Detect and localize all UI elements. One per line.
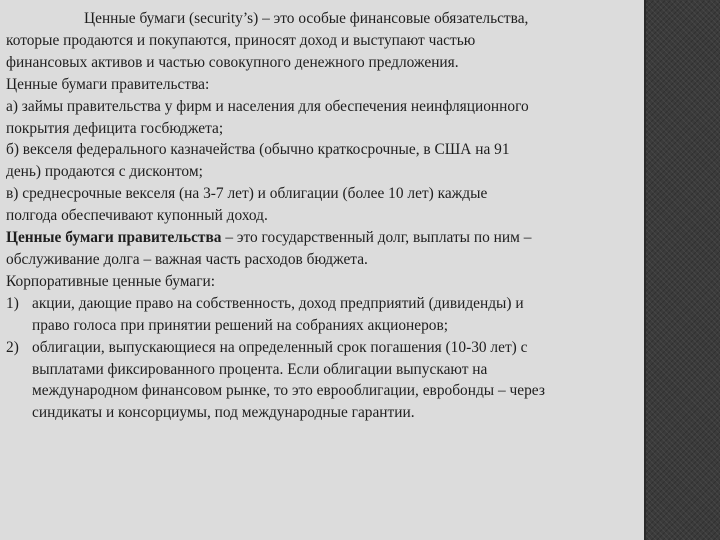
- list-item-line: право голоса при принятии решений на собраниях акционеров;: [32, 316, 449, 334]
- list-item-text: [32, 337, 642, 425]
- corp-list-item: [6, 337, 642, 425]
- gov-item-line: покрытия дефицита госбюджета;: [6, 119, 224, 137]
- definition-line: [6, 227, 642, 249]
- list-item-line: синдикаты и консорциумы, под международные гарантии.: [32, 404, 415, 422]
- definition-term: Ценные бумаги правительства: [6, 229, 222, 247]
- list-number: 2): [6, 338, 19, 356]
- list-item-text: [32, 293, 642, 337]
- corp-securities-heading: Корпоративные ценные бумаги:: [6, 272, 216, 290]
- list-item-line: международном финансовом рынке, то это еврооблигации, евробонды – через: [32, 382, 545, 400]
- list-item-line: акции, дающие право на собственность, доход предприятий (дивиденды) и: [32, 294, 524, 312]
- side-panel-edge: [644, 0, 646, 540]
- gov-item-line: а) займы правительства у фирм и населения для обеспечения неинфляционного: [6, 97, 529, 115]
- corp-list-item: [6, 293, 642, 337]
- slide-text: [6, 8, 642, 424]
- list-item-line: выплатами фиксированного процента. Если облигации выпускают на: [32, 360, 488, 378]
- intro-line: финансовых активов и частью совокупного денежного предложения.: [6, 53, 459, 71]
- list-number: 1): [6, 294, 19, 312]
- gov-item-line: в) среднесрочные векселя (на 3-7 лет) и облигации (более 10 лет) каждые: [6, 185, 488, 203]
- intro-line: которые продаются и покупаются, приносят доход и выступают частью: [6, 31, 476, 49]
- intro-line: Ценные бумаги (security’s) – это особые финансовые обязательства,: [84, 10, 529, 27]
- gov-item-line: день) продаются с дисконтом;: [6, 163, 203, 181]
- gov-item-line: полгода обеспечивают купонный доход.: [6, 207, 268, 225]
- list-item-line: облигации, выпускающиеся на определенный срок погашения (10-30 лет) с: [32, 338, 528, 356]
- gov-securities-heading: Ценные бумаги правительства:: [6, 75, 210, 93]
- definition-rest: – это государственный долг, выплаты по ним –: [221, 229, 532, 247]
- gov-item-line: б) векселя федерального казначейства (обычно краткосрочные, в США на 91: [6, 141, 510, 159]
- decorative-side-panel: [644, 0, 720, 540]
- definition-line: обслуживание долга – важная часть расходов бюджета.: [6, 250, 368, 268]
